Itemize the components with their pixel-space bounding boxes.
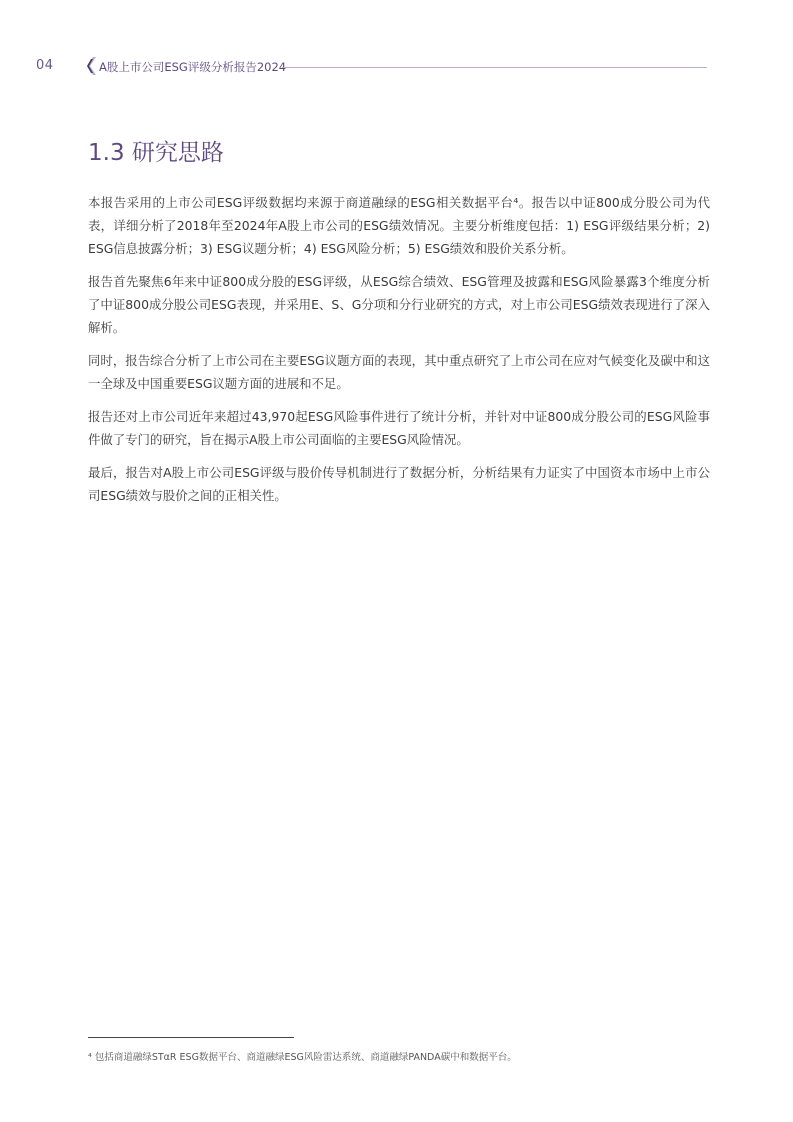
report-title: A股上市公司ESG评级分析报告2024 — [99, 60, 287, 74]
footnote-divider — [88, 1037, 294, 1038]
paragraph: 报告首先聚焦6年来中证800成分股的ESG评级，从ESG综合绩效、ESG管理及披露和ESG风险暴露3个维度分析了中证800成分股公司ESG表现，并采用E、S、G分项和分行业研究的方式，对上市公司ESG绩效表现进行了深入解析。 — [88, 274, 710, 335]
page-number: 04 — [36, 58, 54, 73]
section-title: 1.3 研究思路 — [88, 140, 224, 166]
body-text — [88, 191, 710, 517]
paragraph: 同时，报告综合分析了上市公司在主要ESG议题方面的表现，其中重点研究了上市公司在应对气候变化及碳中和这一全球及中国重要ESG议题方面的进展和不足。 — [88, 353, 710, 391]
chevron-logo-icon — [86, 57, 96, 75]
paragraph: 本报告采用的上市公司ESG评级数据均来源于商道融绿的ESG相关数据平台⁴。报告以中证800成分股公司为代表，详细分析了2018年至2024年A股上市公司的ESG绩效情况。主要分析维度包括：1) ESG评级结果分析；2) ESG信息披露分析；3) ESG议题分析；4) ESG风险分析；5) ESG绩效和股价关系分析。 — [88, 195, 710, 256]
footnote: ⁴ 包括商道融绿STαR ESG数据平台、商道融绿ESG风险雷达系统、商道融绿PANDA碳中和数据平台。 — [88, 1052, 517, 1063]
header-divider — [282, 67, 707, 68]
paragraph: 报告还对上市公司近年来超过43,970起ESG风险事件进行了统计分析，并针对中证800成分股公司的ESG风险事件做了专门的研究，旨在揭示A股上市公司面临的主要ESG风险情况。 — [88, 409, 710, 447]
paragraph: 最后，报告对A股上市公司ESG评级与股价传导机制进行了数据分析，分析结果有力证实了中国资本市场中上市公司ESG绩效与股价之间的正相关性。 — [88, 465, 710, 503]
